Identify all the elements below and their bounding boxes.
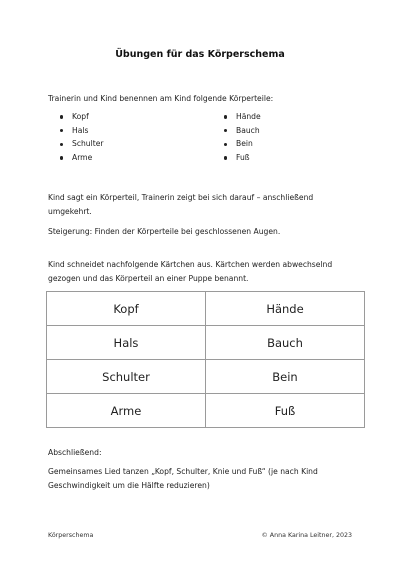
body-parts-left-column [48,110,104,165]
closing-heading: Abschließend: [48,448,102,457]
list-item: Hände [212,110,261,124]
card-cell: Arme [47,394,206,428]
page-title: Übungen für das Körperschema [115,49,285,60]
list-item: Bein [212,137,261,151]
table-row [47,326,365,360]
list-item: Kopf [48,110,104,124]
instruction-text: Kind schneidet nachfolgende Kärtchen aus. Kärtchen werden abwechselnd gezogen und das Körperteil an einer Puppe benannt. [48,260,333,283]
card-cell: Kopf [47,292,206,326]
list-item: Arme [48,151,104,165]
instruction-text: Steigerung: Finden der Körperteile bei geschlossenen Augen. [48,227,281,236]
card-cell: Bauch [206,326,365,360]
cards-table [46,291,365,428]
list-item: Hals [48,124,104,138]
list-item: Schulter [48,137,104,151]
card-cell: Hals [47,326,206,360]
intro-text: Trainerin und Kind benennen am Kind folgende Körperteile: [48,94,274,103]
footer-left: Körperschema [48,532,94,539]
card-cell: Hände [206,292,365,326]
card-cell: Fuß [206,394,365,428]
card-cell: Bein [206,360,365,394]
card-cell: Schulter [47,360,206,394]
list-item: Bauch [212,124,261,138]
closing-text: Gemeinsames Lied tanzen „Kopf, Schulter, Knie und Fuß“ (je nach Kind Geschwindigkeit um die Hälfte reduzieren) [48,467,318,490]
table-row [47,292,365,326]
list-item: Fuß [212,151,261,165]
table-row [47,360,365,394]
table-row [47,394,365,428]
body-parts-right-column [212,110,261,165]
footer-right: © Anna Karina Leitner, 2023 [261,532,352,539]
instruction-text: Kind sagt ein Körperteil, Trainerin zeigt bei sich darauf – anschließend umgekehrt. [48,193,314,216]
